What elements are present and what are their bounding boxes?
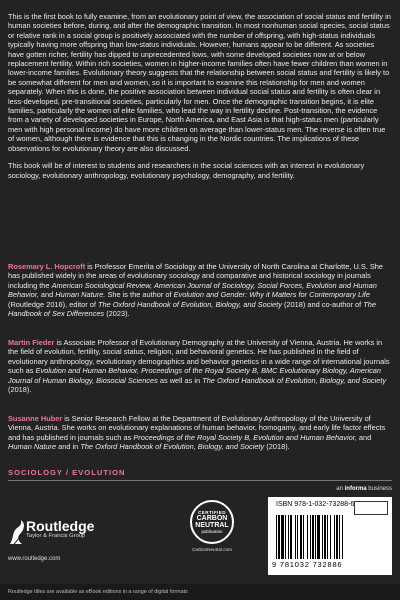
carbon-neutral-icon: CERTIFIED CARBON NEUTRAL publication [190,500,234,544]
barcode-bar [290,515,292,559]
publisher-name: Routledge [26,518,95,534]
barcode-bar [334,515,335,559]
barcode-bar [303,515,304,559]
barcode-bar [312,515,314,559]
barcode-bar [322,515,323,559]
barcode-bar [276,515,277,559]
subject-category: SOCIOLOGY / EVOLUTION [8,468,126,477]
barcode-bar [310,515,311,559]
barcode-bar [324,515,326,559]
informa-business-label: an informa business [336,486,392,492]
barcode-bar [288,515,289,559]
price-box [354,501,388,515]
ebook-note: Routledge titles are available as eBook editions in a range of digital formats [0,584,400,600]
author-name: Martin Fieder [8,338,55,347]
barcode-bar [307,515,308,559]
author-bio-hopcroft: Rosemary L. Hopcroft is Professor Emerita of Sociology at the University of North Carolina at Charlotte, U.S. She has published widely in the areas of evolutionary sociology and comparative and historical sociology in journals including the American Sociological Review, American Journal of Sociology, Social Forces, Evolution and Human Behavior, and Human Nature. She is the author of Evolution and Gender: Why it Matters for Contemporary Life (Routledge 2016), editor of The Oxford Handbook of Evolution, Biology, and Society (2018) and co-author of The Handbook of Sex Differences (2023). [8,262,384,319]
barcode-digits: 9 781032 732886 [272,560,343,569]
barcode-bar [281,515,284,559]
barcode-bar [315,515,316,559]
barcode-bar [317,515,320,559]
isbn-number: ISBN 978-1-032-73288-6 [276,501,355,508]
author-bio-fieder: Martin Fieder is Associate Professor of Evolutionary Demography at the University of Vienna, Austria. He works in the field of evolution, fertility, social status, religion, and behavioral genetics. He has published in the field of evolutionary anthropology, evolutionary demographics and behavior genetics in a wide range of international journals such as Evolution and Human Behavior, Proceedings of the Royal Society B, BMC Evolutionary Biology, American Journal of Human Biology, Biosocial Sciences as well as in The Oxford Handbook of Evolution, Biology, and Society (2018). [8,338,390,395]
author-name: Rosemary L. Hopcroft [8,262,86,271]
divider-line [8,480,392,481]
publisher-url: www.routledge.com [8,556,61,562]
barcode-bar [336,515,338,559]
barcode-bar [285,515,286,559]
barcode-bar [330,515,331,559]
author-name: Susanne Huber [8,414,63,423]
author-bio-huber: Susanne Huber is Senior Research Fellow at the Department of Evolutionary Anthropology of the University of Vienna, Austria. She works on evolutionary explanations of human behavior, homogamy, and early life factor effects and has published in journals such as Proceedings of the Royal Society B, Evolution and Human Behavior, and Human Nature and in The Oxford Handbook of Evolution, Biology, and Society (2018). [8,414,386,452]
barcode-bar [278,515,280,559]
publisher-logo [8,518,118,558]
blurb-paragraph-1: This is the first book to fully examine, from an evolutionary point of view, the association of social status and fertility in human societies before, during, and after the demographic transition. In most nonhuman social species, social status or relative rank in a social group is positively associated with the number of offspring, with high-status individuals typically having more offspring than low-status individuals. However, humans appear to be different. As societies have gotten richer, fertility has dipped to unprecedented lows, with some developed societies now at or below replacement fertility. Within rich societies, women in higher-income families often have fewer children than women in lower-income families. Evolutionary theory suggests that the relationship between social status and fertility is likely to be somewhat different for men and women, so it is important to examine this relationship for men and women separately. When this is done, the positive association between individual social status and fertility is often clear in less-developed, pre-transitional societies, particularly for men. Once the demographic transition begins, it is elite families, particularly the women of elite families, who lead the way in fertility decline. Post-transition, the evidence from a variety of developed societies in Europe, North America, and East Asia is that high-status men (particularly men with high personal income) do have more children on average than lower-status men. The reverse is often true of women, although there is evidence that this is changing in the Nordic countries. The implications of these observations for evolutionary theory are also discussed. [8,12,391,153]
blurb-paragraph-2: This book will be of interest to students and researchers in the social sciences with an interest in evolutionary sociology, evolutionary anthropology, evolutionary psychology, demography, and fertility. [8,161,365,180]
carbon-neutral-url: CarbonNeutral.com [192,547,232,552]
carbon-neutral-badge [182,500,242,566]
barcode-icon [274,515,386,559]
isbn-barcode [268,497,392,575]
barcode-bar [327,515,328,559]
barcode-bar [300,515,302,559]
barcode-bar [295,515,296,559]
publisher-group: Taylor & Francis Group [26,533,86,539]
barcode-bar [297,515,298,559]
barcode-bar [342,515,343,559]
back-cover-blurb [8,12,392,188]
barcode-bar [339,515,340,559]
